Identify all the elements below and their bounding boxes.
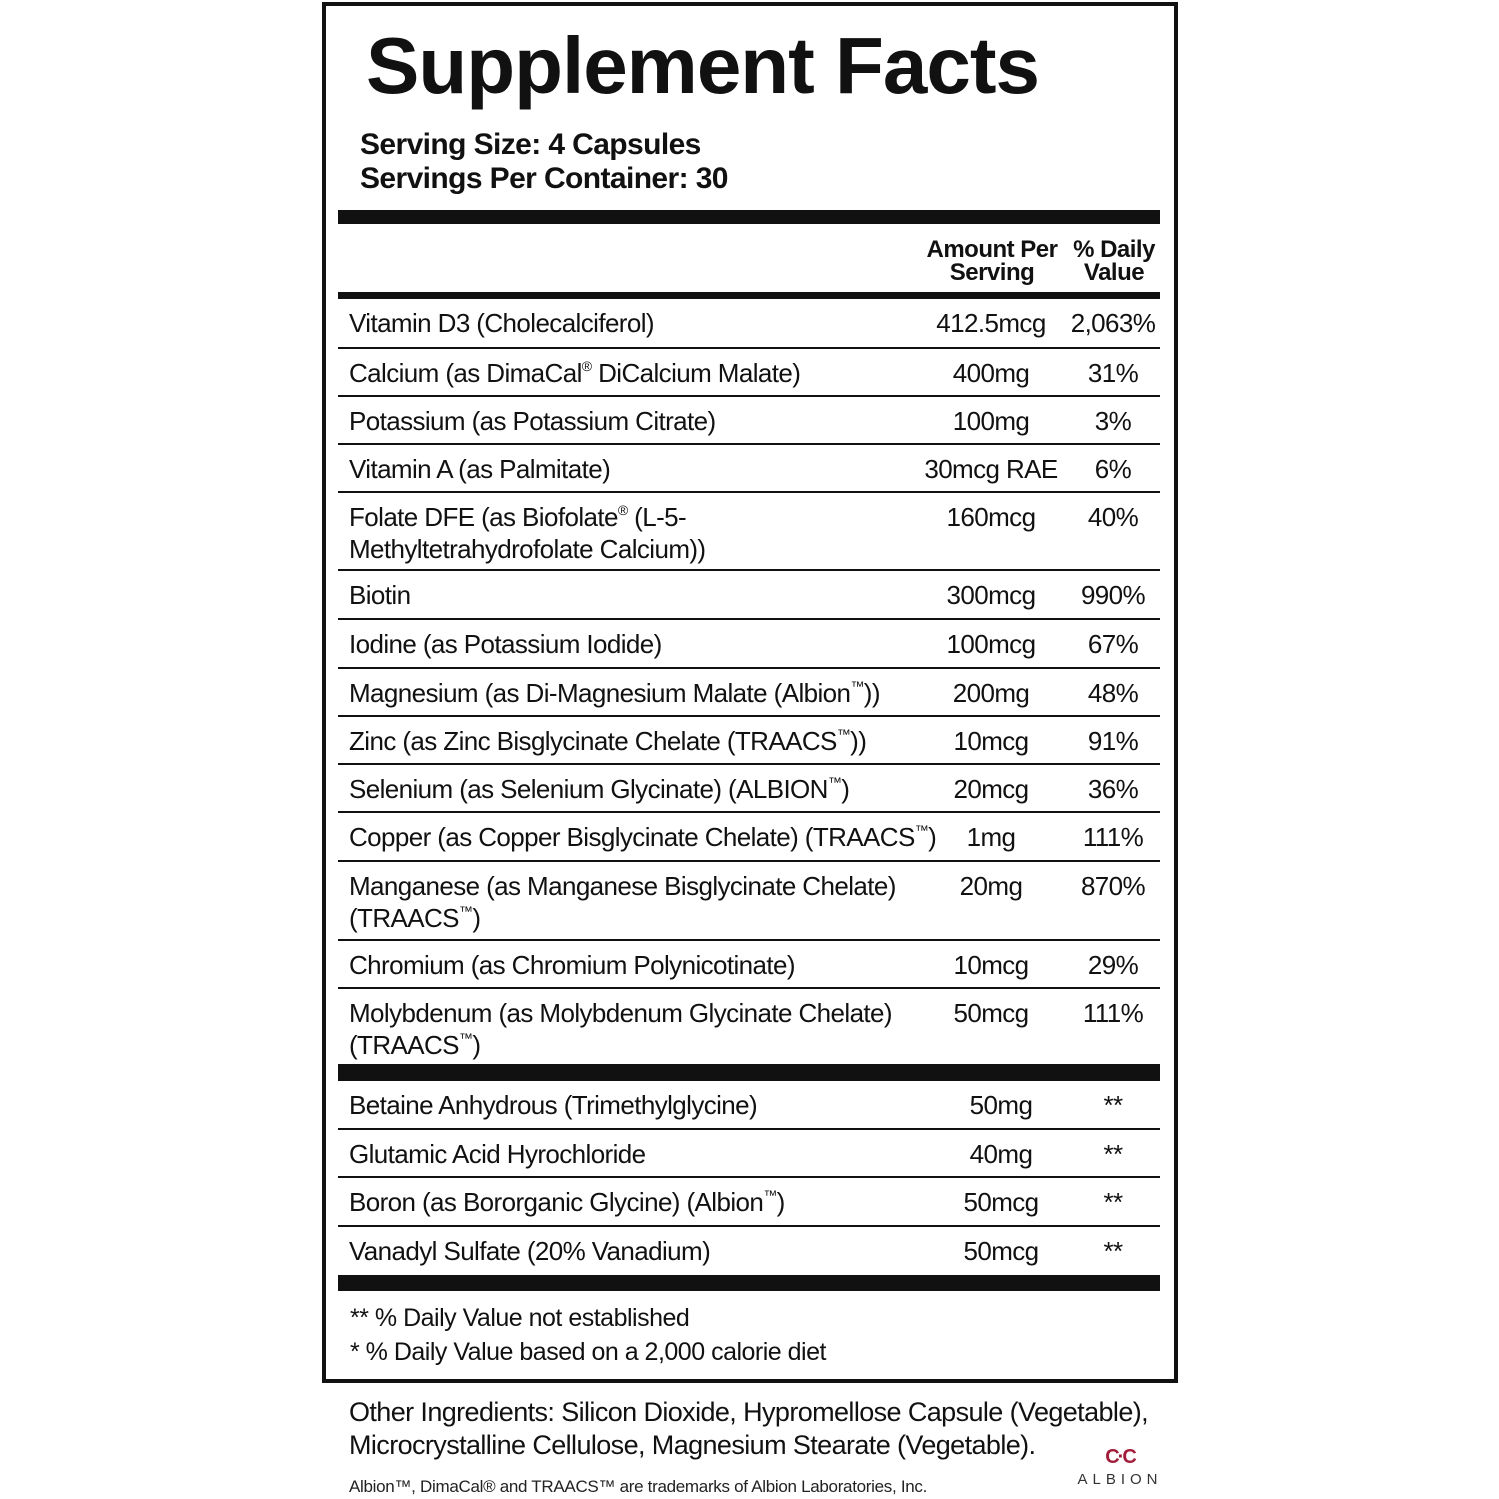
daily-value: 111% bbox=[1082, 822, 1144, 852]
amount-per-serving: 50mcg bbox=[963, 1187, 1039, 1217]
nutrient-name: Vitamin D3 (Cholecalciferol) bbox=[349, 308, 654, 338]
daily-value: ** bbox=[1103, 1187, 1123, 1217]
albion-logo bbox=[1070, 1446, 1170, 1488]
nutrient-name: Zinc (as Zinc Bisglycinate Chelate (TRAACS™)) bbox=[349, 726, 867, 756]
column-header-amount: Amount Per Serving bbox=[926, 236, 1058, 286]
nutrient-name: Vanadyl Sulfate (20% Vanadium) bbox=[349, 1236, 711, 1266]
table-row bbox=[338, 989, 1160, 1062]
nutrient-name: Selenium (as Selenium Glycinate) (ALBION™) bbox=[349, 774, 850, 804]
daily-value: 31% bbox=[1087, 358, 1139, 388]
divider-medium bbox=[338, 292, 1160, 299]
amount-per-serving: 10mcg bbox=[953, 950, 1029, 980]
nutrient-name: Chromium (as Chromium Polynicotinate) bbox=[349, 950, 795, 980]
table-row bbox=[338, 669, 1160, 717]
table-row bbox=[338, 445, 1160, 493]
daily-value: 67% bbox=[1087, 629, 1139, 659]
albion-logo-text: ALBION bbox=[1077, 1471, 1163, 1488]
daily-value: 6% bbox=[1094, 454, 1132, 484]
amount-per-serving: 50mg bbox=[969, 1090, 1033, 1120]
amount-per-serving: 160mcg bbox=[946, 502, 1036, 532]
other-ingredient-rows bbox=[338, 1081, 1160, 1273]
table-row bbox=[338, 1227, 1160, 1273]
divider-thick bbox=[338, 210, 1160, 224]
nutrient-name: Vitamin A (as Palmitate) bbox=[349, 454, 611, 484]
nutrient-rows bbox=[338, 299, 1160, 1062]
table-row bbox=[338, 941, 1160, 989]
nutrient-name: Calcium (as DimaCal® DiCalcium Malate) bbox=[349, 358, 801, 388]
amount-per-serving: 40mg bbox=[969, 1139, 1033, 1169]
amount-per-serving: 100mcg bbox=[946, 629, 1036, 659]
table-row bbox=[338, 765, 1160, 813]
daily-value: 2,063% bbox=[1070, 308, 1156, 338]
amount-per-serving: 30mcg RAE bbox=[924, 454, 1058, 484]
amount-per-serving: 100mg bbox=[952, 406, 1030, 436]
amount-per-serving: 412.5mcg bbox=[936, 308, 1046, 338]
daily-value: ** bbox=[1103, 1139, 1123, 1169]
daily-value: 29% bbox=[1087, 950, 1139, 980]
trademark-notice: Albion™, DimaCal® and TRAACS™ are trademarks of Albion Laboratories, Inc. bbox=[349, 1477, 928, 1496]
amount-per-serving: 50mcg bbox=[963, 1236, 1039, 1266]
table-row bbox=[338, 299, 1160, 349]
column-header-dv: % Daily Value bbox=[1073, 236, 1155, 286]
nutrient-name: Iodine (as Potassium Iodide) bbox=[349, 629, 662, 659]
amount-per-serving: 1mg bbox=[966, 822, 1016, 852]
daily-value: 91% bbox=[1087, 726, 1139, 756]
other-ingredients: Other Ingredients: Silicon Dioxide, Hypromellose Capsule (Vegetable), Microcrystalline Cellulose, Magnesium Stearate (Vegetable). bbox=[349, 1397, 1149, 1460]
amount-per-serving: 200mg bbox=[952, 678, 1030, 708]
daily-value: 48% bbox=[1087, 678, 1139, 708]
nutrient-name: Magnesium (as Di-Magnesium Malate (Albion™)) bbox=[349, 678, 880, 708]
amount-per-serving: 20mcg bbox=[953, 774, 1029, 804]
daily-value: 870% bbox=[1080, 871, 1146, 901]
daily-value: 36% bbox=[1087, 774, 1139, 804]
servings-per-container: Servings Per Container: 30 bbox=[360, 162, 728, 195]
table-row bbox=[338, 1178, 1160, 1227]
supplement-facts-panel bbox=[322, 2, 1178, 1383]
panel-title: Supplement Facts bbox=[366, 21, 1040, 110]
nutrient-name: Molybdenum (as Molybdenum Glycinate Chelate) (TRAACS™) bbox=[349, 998, 892, 1060]
nutrient-name: Copper (as Copper Bisglycinate Chelate) (TRAACS™) bbox=[349, 822, 937, 852]
nutrient-name: Folate DFE (as Biofolate® (L-5-Methyltetrahydrofolate Calcium)) bbox=[349, 502, 706, 564]
nutrient-name: Biotin bbox=[349, 580, 411, 610]
daily-value: 3% bbox=[1094, 406, 1132, 436]
footnote: ** % Daily Value not established bbox=[350, 1304, 690, 1332]
amount-per-serving: 20mg bbox=[959, 871, 1023, 901]
daily-value: 40% bbox=[1087, 502, 1139, 532]
table-row bbox=[338, 862, 1160, 941]
footnote: * % Daily Value based on a 2,000 calorie diet bbox=[350, 1338, 826, 1366]
amount-per-serving: 300mcg bbox=[946, 580, 1036, 610]
table-row bbox=[338, 620, 1160, 669]
divider-thick bbox=[338, 1275, 1160, 1291]
table-row bbox=[338, 813, 1160, 862]
serving-size: Serving Size: 4 Capsules bbox=[360, 128, 701, 161]
table-row bbox=[338, 1130, 1160, 1178]
table-row bbox=[338, 1081, 1160, 1130]
nutrient-name: Betaine Anhydrous (Trimethylglycine) bbox=[349, 1090, 758, 1120]
daily-value: ** bbox=[1103, 1090, 1123, 1120]
nutrient-name: Manganese (as Manganese Bisglycinate Chelate) (TRAACS™) bbox=[349, 871, 896, 933]
amount-per-serving: 10mcg bbox=[953, 726, 1029, 756]
nutrient-name: Potassium (as Potassium Citrate) bbox=[349, 406, 716, 436]
amount-per-serving: 400mg bbox=[952, 358, 1030, 388]
table-row bbox=[338, 571, 1160, 620]
daily-value: 111% bbox=[1082, 998, 1144, 1028]
divider-thick bbox=[338, 1064, 1160, 1081]
albion-logo-icon: C·C bbox=[1105, 1446, 1135, 1468]
table-row bbox=[338, 493, 1160, 571]
daily-value: 990% bbox=[1080, 580, 1146, 610]
amount-per-serving: 50mcg bbox=[953, 998, 1029, 1028]
table-row bbox=[338, 717, 1160, 765]
nutrient-name: Boron (as Bororganic Glycine) (Albion™) bbox=[349, 1187, 785, 1217]
table-row bbox=[338, 349, 1160, 397]
daily-value: ** bbox=[1103, 1236, 1123, 1266]
table-row bbox=[338, 397, 1160, 445]
nutrient-name: Glutamic Acid Hyrochloride bbox=[349, 1139, 646, 1169]
